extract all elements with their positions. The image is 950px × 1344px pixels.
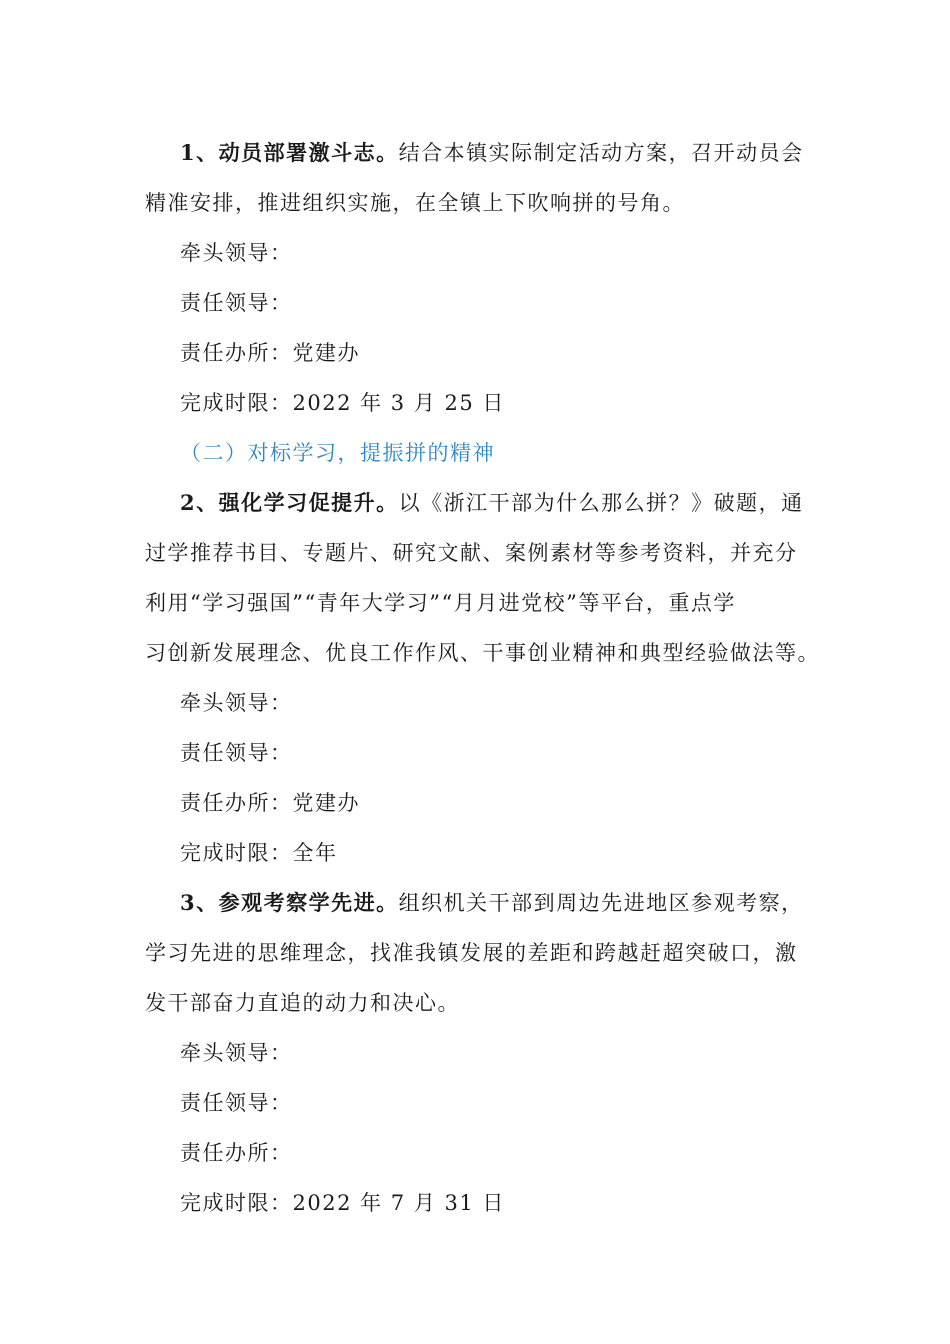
item2-deadline: 完成时限：全年 xyxy=(180,841,338,865)
item3-text-line1: 组织机关干部到周边先进地区参观考察， xyxy=(398,891,804,915)
item2-paragraph-line1 xyxy=(145,478,805,528)
item2-lead-leader: 牵头领导： xyxy=(180,691,293,715)
item3-title: 3、参观考察学先进。 xyxy=(180,890,399,915)
item1-text-line2: 精准安排，推进组织实施，在全镇上下吹响拼的号角。 xyxy=(145,191,685,215)
item3-responsible-office: 责任办所： xyxy=(180,1141,293,1165)
item1-text-line1: 结合本镇实际制定活动方案，召开动员会 xyxy=(398,141,804,165)
item1-deadline: 完成时限：2022 年 3 月 25 日 xyxy=(180,391,505,415)
item2-title: 2、强化学习促提升。 xyxy=(180,490,399,515)
item2-responsible-leader: 责任领导： xyxy=(180,741,293,765)
section2-heading: （二）对标学习，提振拼的精神 xyxy=(180,441,495,465)
item3-lead-leader: 牵头领导： xyxy=(180,1041,293,1065)
item1-paragraph-line1 xyxy=(145,128,805,178)
item3-text-line3: 发干部奋力直追的动力和决心。 xyxy=(145,991,460,1015)
item3-responsible-leader: 责任领导： xyxy=(180,1091,293,1115)
item3-paragraph-line1 xyxy=(145,878,805,928)
item2-text-line1: 以《浙江干部为什么那么拼？》破题，通 xyxy=(398,491,804,515)
item2-text-line3: 利用“学习强国”“青年大学习”“月月进党校”等平台，重点学 xyxy=(145,591,736,615)
item1-title: 1、动员部署激斗志。 xyxy=(180,140,399,165)
item3-text-line2: 学习先进的思维理念，找准我镇发展的差距和跨越赶超突破口，激 xyxy=(145,941,798,965)
item2-responsible-office: 责任办所：党建办 xyxy=(180,791,360,815)
item1-lead-leader: 牵头领导： xyxy=(180,241,293,265)
item2-text-line2: 过学推荐书目、专题片、研究文献、案例素材等参考资料，并充分 xyxy=(145,541,798,565)
item3-deadline: 完成时限：2022 年 7 月 31 日 xyxy=(180,1191,505,1215)
item1-responsible-leader: 责任领导： xyxy=(180,291,293,315)
item1-responsible-office: 责任办所：党建办 xyxy=(180,341,360,365)
document-page xyxy=(145,128,820,1228)
item2-text-line4: 习创新发展理念、优良工作作风、干事创业精神和典型经验做法等。 xyxy=(145,641,820,665)
